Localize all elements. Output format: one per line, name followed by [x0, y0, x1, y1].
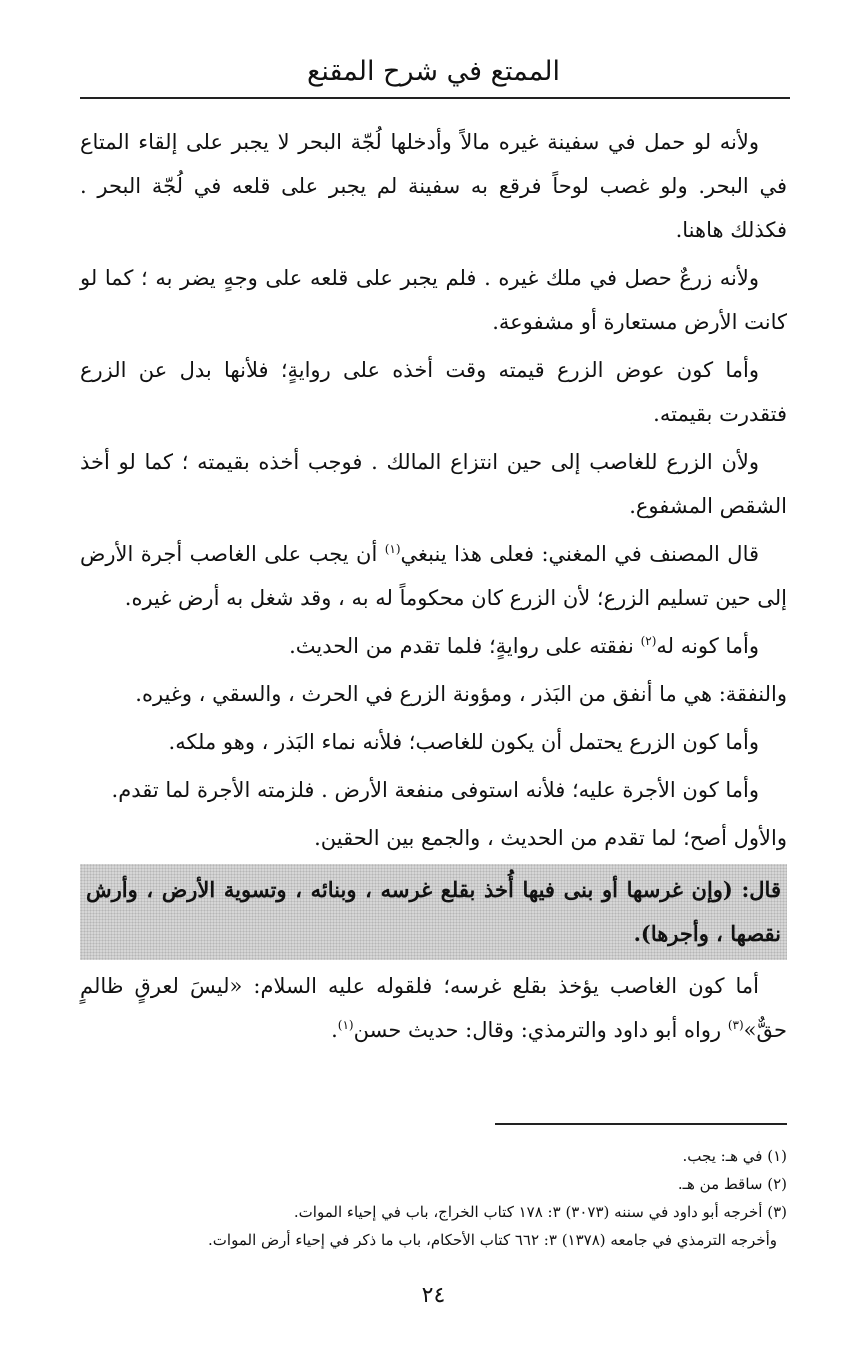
footnote: (١) في هـ: يجب.	[682, 1147, 787, 1165]
paragraph: ولأنه زرعٌ حصل في ملك غيره . فلم يجبر على قلعه على وجهٍ يضر به ؛ كما لو كانت الأرض مستعارة أو مشفوعة.	[80, 266, 787, 334]
text-span: أن يجب على الغاصب أجرة الأرض إلى حين تسليم الزرع؛ لأن الزرع كان محكوماً له به ، وقد شغل به أرض غيره.	[80, 542, 787, 610]
footnote-continuation: وأخرجه الترمذي في جامعه (١٣٧٨) ٣: ٦٦٢ كتاب الأحكام، باب ما ذكر في إحياء أرض الموات.	[208, 1231, 777, 1249]
footnote-marker: (٢)	[640, 634, 657, 648]
footnotes	[80, 1142, 787, 1254]
text-span: .	[331, 1018, 338, 1042]
footnote: (٢) ساقط من هـ.	[677, 1175, 787, 1193]
line: والأول أصح؛ لما تقدم من الحديث ، والجمع بين الحقين.	[314, 826, 787, 850]
main-text	[80, 120, 787, 1056]
header-rule	[80, 97, 790, 99]
text-span: نفقته على روايةٍ؛ فلما تقدم من الحديث.	[289, 634, 641, 658]
line: وأما كون الأجرة عليه؛ فلأنه استوفى منفعة الأرض . فلزمته الأجرة لما تقدم.	[111, 778, 759, 802]
text-span: قال المصنف في المغني: فعلى هذا ينبغي	[400, 542, 759, 566]
footnote: (٣) أخرجه أبو داود في سننه (٣٠٧٣) ٣: ١٧٨ كتاب الخراج، باب في إحياء الموات.	[293, 1203, 787, 1221]
paragraph-nafaqa	[80, 624, 787, 668]
matn-highlight-block: قال: (وإن غرسها أو بنى فيها أُخذ بقلع غرسه ، وبنائه ، وتسوية الأرض ، وأرش نقصها ، وأجرها).	[80, 864, 787, 960]
line: والنفقة: هي ما أنفق من البَذر ، ومؤونة الزرع في الحرث ، والسقي ، وغيره.	[135, 682, 787, 706]
paragraph: وأما كون عوض الزرع قيمته وقت أخذه على روايةٍ؛ فلأنها بدل عن الزرع فتقدرت بقيمته.	[80, 358, 787, 426]
footnote-rule	[495, 1123, 787, 1125]
line: وأما كون الزرع يحتمل أن يكون للغاصب؛ فلأنه نماء البَذر ، وهو ملكه.	[168, 730, 759, 754]
paragraph: ولأن الزرع للغاصب إلى حين انتزاع المالك . فوجب أخذه بقيمته ؛ كما لو أخذ الشقص المشفوع.	[80, 450, 787, 518]
paragraph-mughni	[80, 532, 787, 620]
page-number: ٢٤	[421, 1283, 446, 1308]
footnote-marker: (٣)	[727, 1018, 744, 1032]
paragraph-final	[80, 964, 787, 1052]
footnote-marker: (١)	[337, 1018, 354, 1032]
paragraph: ولأنه لو حمل في سفينة غيره مالاً وأدخلها لُجّة البحر لا يجبر على إلقاء المتاع في البحر. ولو غصب لوحاً فرقع به سفينة لم يجبر على قلعه في لُجّة البحر . فكذلك هاهنا.	[80, 130, 787, 242]
text-span: وأما كونه له	[656, 634, 759, 658]
running-header-title: الممتع في شرح المقنع	[306, 56, 561, 87]
footnote-marker: (١)	[384, 542, 401, 556]
text-span: أما كون الغاصب يؤخذ بقلع غرسه؛ فلقوله عليه السلام: «ليسَ لعرقٍ ظالمٍ حقٌّ»	[80, 974, 787, 1042]
text-span: رواه أبو داود والترمذي: وقال: حديث حسن	[353, 1018, 728, 1042]
